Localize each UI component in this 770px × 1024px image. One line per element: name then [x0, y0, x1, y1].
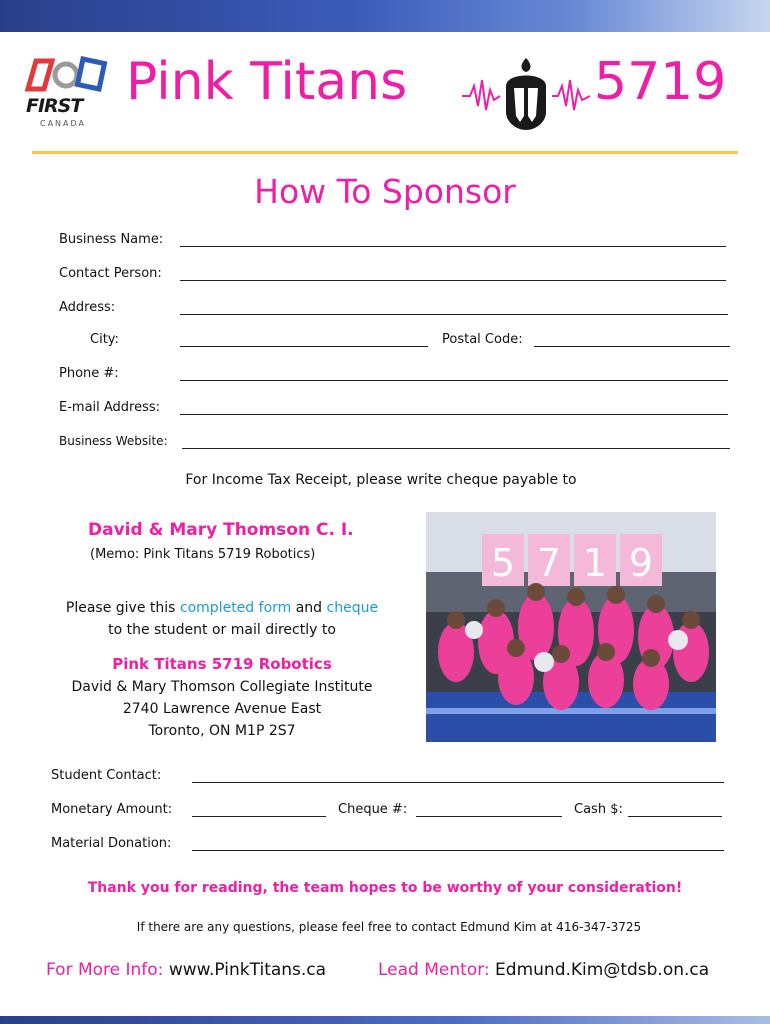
- payee-name: David & Mary Thomson C. I.: [88, 520, 354, 540]
- first-logo-icon: [22, 55, 110, 99]
- address-label: Address:: [59, 300, 116, 315]
- thank-you-message: Thank you for reading, the team hopes to be worthy of your consideration!: [87, 880, 683, 896]
- title-team-number: 5719: [594, 52, 727, 112]
- business-name-label: Business Name:: [59, 232, 164, 247]
- cash-label: Cash $:: [574, 802, 623, 817]
- postal-code-label: Postal Code:: [442, 332, 523, 347]
- sign-digit-4: 9: [628, 541, 654, 585]
- header-divider: [32, 151, 738, 154]
- monetary-amount-label: Monetary Amount:: [51, 802, 173, 817]
- contact-person-label: Contact Person:: [59, 266, 162, 281]
- more-info-line: [46, 960, 326, 980]
- questions-contact: If there are any questions, please feel free to contact Edmund Kim at 416-347-3725: [136, 920, 642, 934]
- email-field[interactable]: [180, 414, 728, 415]
- monetary-amount-field[interactable]: [192, 816, 326, 817]
- mailing-line2: 2740 Lawrence Avenue East: [122, 701, 322, 717]
- student-contact-label: Student Contact:: [51, 768, 162, 783]
- page-heading: How To Sponsor: [254, 172, 516, 211]
- material-donation-label: Material Donation:: [51, 836, 172, 851]
- mailing-org: Pink Titans 5719 Robotics: [112, 655, 332, 673]
- lead-mentor-label: Lead Mentor:: [378, 960, 490, 980]
- business-name-field[interactable]: [180, 246, 726, 247]
- student-contact-field[interactable]: [192, 782, 724, 783]
- cheque-number-field[interactable]: [416, 816, 562, 817]
- city-label: City:: [90, 332, 119, 347]
- mailing-line1: David & Mary Thomson Collegiate Institute: [71, 679, 373, 695]
- mailing-line3: Toronto, ON M1P 2S7: [148, 723, 296, 739]
- material-donation-field[interactable]: [192, 850, 724, 851]
- instructions-line2: to the student or mail directly to: [108, 622, 336, 638]
- instructions-text-a: Please give this: [65, 600, 180, 616]
- sign-digit-2: 7: [536, 541, 562, 585]
- instructions-line1: [22, 600, 422, 616]
- payee-memo: (Memo: Pink Titans 5719 Robotics): [90, 547, 316, 562]
- logo-subtext: CANADA: [40, 119, 87, 128]
- phone-field[interactable]: [180, 380, 728, 381]
- lead-mentor-line: [378, 960, 709, 980]
- cash-field[interactable]: [628, 816, 722, 817]
- cheque-number-label: Cheque #:: [338, 802, 408, 817]
- mentor-email-link[interactable]: Edmund.Kim@tdsb.on.ca: [495, 960, 710, 980]
- more-info-label: For More Info:: [46, 960, 164, 980]
- bottom-banner: [0, 1016, 770, 1024]
- title-pink-titans: Pink Titans: [126, 52, 408, 112]
- city-field[interactable]: [180, 346, 428, 347]
- website-label: Business Website:: [59, 434, 168, 448]
- logo-wordmark: FIRST: [26, 95, 83, 117]
- team-photo: [426, 512, 716, 742]
- sign-digit-3: 1: [582, 541, 608, 585]
- website-field[interactable]: [182, 448, 730, 449]
- instructions-text-b: and: [291, 600, 327, 616]
- website-link[interactable]: www.PinkTitans.ca: [168, 960, 327, 980]
- team-photo-illustration: [426, 512, 716, 742]
- cheque-note: For Income Tax Receipt, please write cheque payable to: [185, 472, 577, 488]
- address-field[interactable]: [180, 314, 728, 315]
- first-canada-logo: [22, 55, 110, 135]
- postal-code-field[interactable]: [534, 346, 730, 347]
- titan-helmet-emblem: [462, 56, 590, 132]
- sign-digit-1: 5: [490, 541, 516, 585]
- helmet-icon: [462, 56, 590, 132]
- contact-person-field[interactable]: [180, 280, 726, 281]
- email-label: E-mail Address:: [59, 400, 161, 415]
- cheque-highlight: cheque: [326, 600, 379, 616]
- phone-label: Phone #:: [59, 366, 119, 381]
- top-banner: [0, 0, 770, 32]
- completed-form-highlight: completed form: [179, 600, 292, 616]
